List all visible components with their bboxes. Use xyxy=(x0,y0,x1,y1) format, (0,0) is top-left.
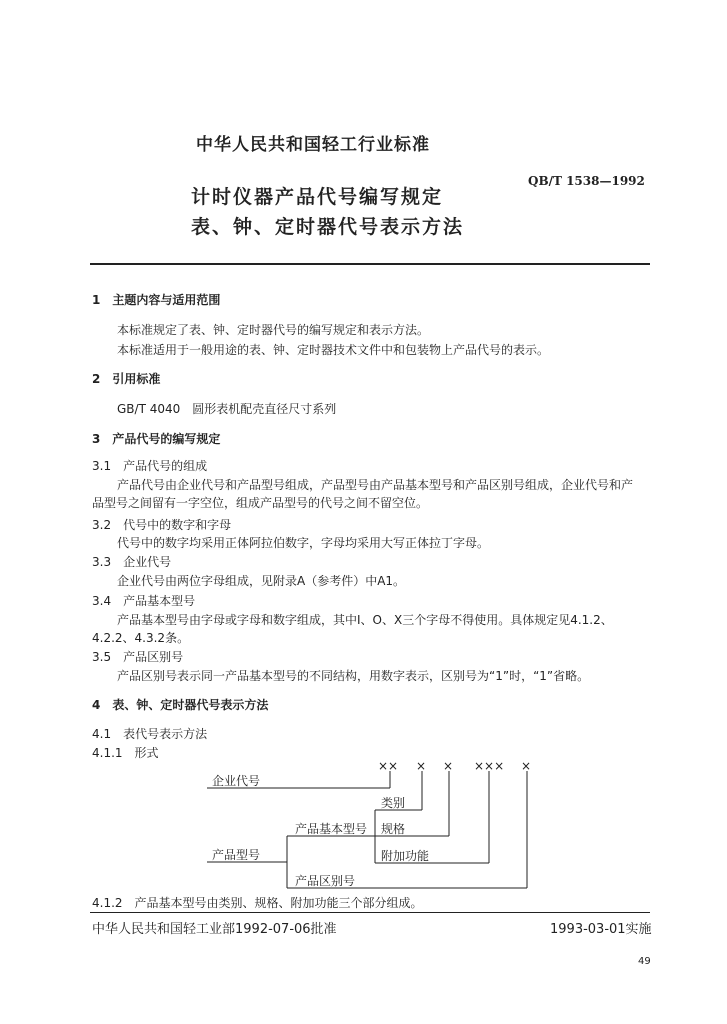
label-additional-function: 附加功能 xyxy=(381,849,430,863)
section-3-3-heading: 3.3 企业代号 xyxy=(92,555,172,569)
effective-date: 1993-03-01实施 xyxy=(550,922,652,937)
approval-info: 中华人民共和国轻工业部1992-07-06批准 xyxy=(92,922,337,937)
code-function: ××× xyxy=(474,759,505,773)
document-title-line2: 表、钟、定时器代号表示方法 xyxy=(191,216,465,238)
label-distinction: 产品区别号 xyxy=(295,874,356,888)
section-1-paragraph-1: 本标准规定了表、钟、定时器代号的编写规定和表示方法。 xyxy=(117,323,430,337)
section-3-2-text: 代号中的数字均采用正体阿拉伯数字，字母均采用大写正体拉丁字母。 xyxy=(117,536,490,550)
section-4-heading: 4 表、钟、定时器代号表示方法 xyxy=(92,698,269,712)
code-spec: × xyxy=(443,759,454,773)
section-4-1-1-heading: 4.1.1 形式 xyxy=(92,746,159,760)
standard-category: 中华人民共和国轻工行业标准 xyxy=(196,135,430,155)
section-4-1-heading: 4.1 表代号表示方法 xyxy=(92,727,208,741)
label-spec: 规格 xyxy=(381,822,406,836)
section-4-1-2-text: 4.1.2 产品基本型号由类别、规格、附加功能三个部分组成。 xyxy=(92,896,423,910)
page-number: 49 xyxy=(638,956,651,967)
section-1-paragraph-2: 本标准适用于一般用途的表、钟、定时器技术文件中和包装物上产品代号的表示。 xyxy=(117,343,550,357)
label-category: 类别 xyxy=(381,796,406,810)
section-3-3-text: 企业代号由两位字母组成，见附录A（参考件）中A1。 xyxy=(117,574,406,588)
section-3-heading: 3 产品代号的编写规定 xyxy=(92,432,221,446)
section-3-1-text-line1: 产品代号由企业代号和产品型号组成，产品型号由产品基本型号和产品区别号组成，企业代号和产 xyxy=(117,478,634,492)
footer-rule xyxy=(90,912,650,913)
section-3-4-text-line1: 产品基本型号由字母或字母和数字组成，其中I、O、X三个字母不得使用。具体规定见4.1.2、 xyxy=(117,613,613,627)
section-3-2-heading: 3.2 代号中的数字和字母 xyxy=(92,518,232,532)
section-3-1-text-line2: 品型号之间留有一字空位，组成产品型号的代号之间不留空位。 xyxy=(92,496,429,510)
section-1-heading: 1 主题内容与适用范围 xyxy=(92,293,221,307)
label-enterprise-code: 企业代号 xyxy=(212,774,261,788)
section-3-5-text: 产品区别号表示同一产品基本型号的不同结构，用数字表示，区别号为“1”时，“1”省略。 xyxy=(117,669,590,683)
document-title-line1: 计时仪器产品代号编写规定 xyxy=(191,186,444,208)
label-basic-model: 产品基本型号 xyxy=(295,822,368,836)
section-3-4-text-line2: 4.2.2、4.3.2条。 xyxy=(92,631,190,645)
code-enterprise: ×× xyxy=(378,759,399,773)
code-category: × xyxy=(416,759,427,773)
section-3-4-heading: 3.4 产品基本型号 xyxy=(92,594,196,608)
section-3-5-heading: 3.5 产品区别号 xyxy=(92,650,184,664)
standard-number: QB/T 1538—1992 xyxy=(528,174,645,188)
reference-standard: GB/T 4040 圆形表机配壳直径尺寸系列 xyxy=(117,402,337,416)
section-2-heading: 2 引用标准 xyxy=(92,372,161,386)
label-product-model: 产品型号 xyxy=(212,848,261,862)
code-distinction: × xyxy=(521,759,532,773)
section-3-1-heading: 3.1 产品代号的组成 xyxy=(92,459,208,473)
